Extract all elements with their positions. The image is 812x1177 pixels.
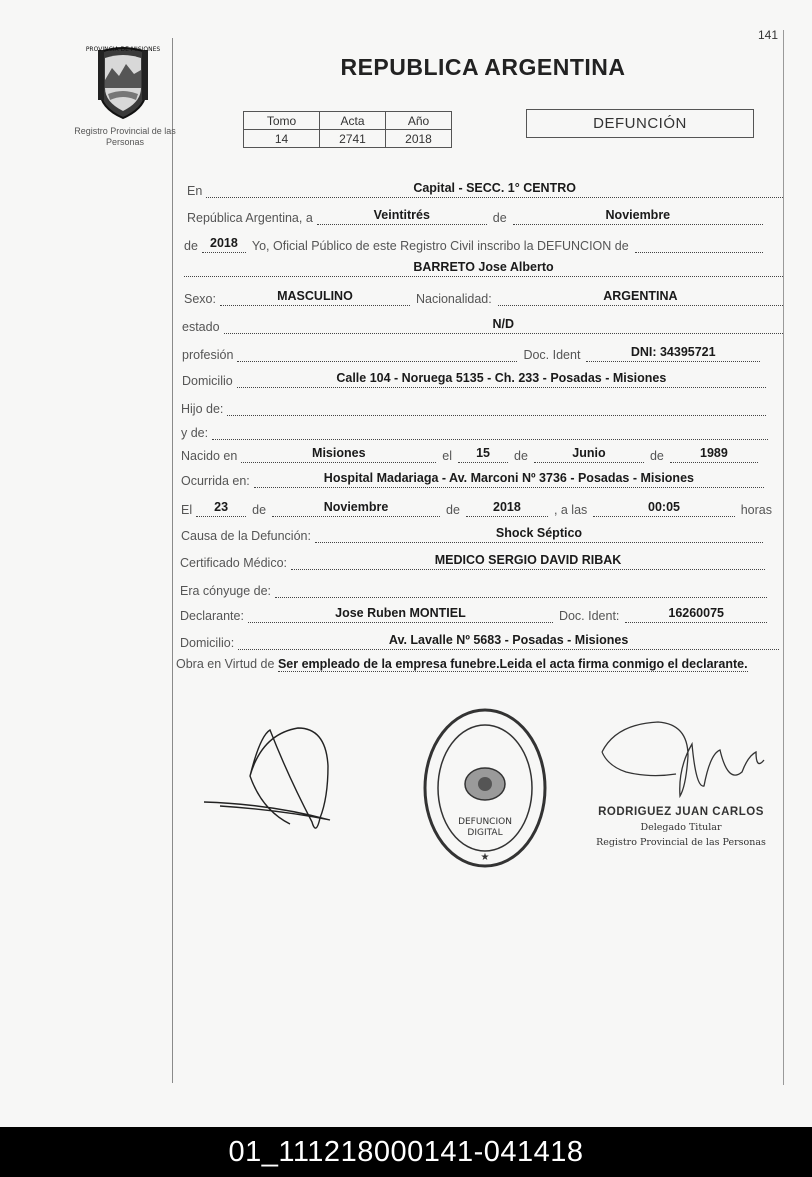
doc-label: Doc. Ident: [523, 348, 581, 362]
de-label-4: de: [252, 503, 267, 517]
logo-text: PROVINCIA DE MISIONES: [85, 46, 161, 53]
anio-header: Año: [386, 112, 452, 130]
acta-value: 2741: [320, 130, 386, 148]
inscribo-text: Yo, Oficial Público de este Registro Civil inscribo la DEFUNCION de: [251, 239, 629, 253]
sexo-field: MASCULINO: [220, 287, 410, 306]
row-hijo: [181, 394, 766, 416]
province-coat-of-arms-logo: [85, 42, 161, 120]
declarante-field: Jose Ruben MONTIEL: [248, 604, 553, 623]
de-label-5: de: [446, 503, 460, 517]
el-label-2: El: [181, 503, 193, 517]
certificado-label: Certificado Médico:: [180, 556, 287, 570]
domicilio-label: Domicilio: [182, 374, 233, 388]
hijo-label: Hijo de:: [181, 402, 224, 416]
el-label: el: [442, 449, 453, 463]
record-type-box: DEFUNCIÓN: [526, 109, 754, 138]
republica-label: República Argentina, a: [187, 211, 313, 225]
hijo-field: [227, 397, 766, 416]
row-yde: [181, 418, 768, 440]
officer-name: RODRIGUEZ JUAN CARLOS: [598, 806, 764, 818]
registry-seal: [420, 706, 550, 871]
certificado-field: MEDICO SERGIO DAVID RIBAK: [291, 551, 765, 570]
officer-title: Delegado Titular: [640, 822, 722, 833]
de-label: de: [492, 211, 507, 225]
obra-label: Obra en Virtud de: [176, 657, 275, 671]
row-declarante: [180, 601, 767, 623]
yde-field: [212, 421, 768, 440]
record-value-row: [244, 130, 452, 148]
horas-label: horas: [740, 503, 772, 517]
fecha-mes-field: Noviembre: [272, 498, 440, 517]
row-sexo-nacionalidad: [184, 284, 783, 306]
declarante-doc-field: 16260075: [625, 604, 767, 623]
record-reference-table: [243, 111, 452, 148]
svg-text:DEFUNCION: DEFUNCION: [458, 817, 512, 827]
fecha-dia-field: 23: [196, 498, 246, 517]
svg-text:DIGITAL: DIGITAL: [467, 828, 503, 838]
tomo-header: Tomo: [244, 112, 320, 130]
anio-value: 2018: [386, 130, 452, 148]
year-prefix-label: de: [184, 239, 198, 253]
month-field: Noviembre: [513, 206, 763, 225]
declarant-signature: [200, 718, 350, 848]
estado-label: estado: [182, 320, 220, 334]
yde-label: y de:: [181, 426, 209, 440]
sexo-label: Sexo:: [184, 292, 216, 306]
conyuge-field: [275, 579, 767, 598]
row-conyuge: [180, 576, 767, 598]
fecha-anio-field: 2018: [466, 498, 548, 517]
obra-text: Ser empleado de la empresa funebre.Leida el acta firma conmigo el declarante.: [277, 657, 748, 671]
nacionalidad-label: Nacionalidad:: [415, 292, 492, 306]
profesion-label: profesión: [182, 348, 234, 362]
tomo-value: 14: [244, 130, 320, 148]
document-title: REPUBLICA ARGENTINA: [340, 54, 626, 80]
row-nacido: [181, 441, 758, 463]
en-label: En: [187, 184, 203, 198]
row-estado: [182, 312, 783, 334]
left-margin-line: [172, 38, 173, 1083]
registry-caption: Registro Provincial de las Personas: [74, 126, 176, 147]
row-date-words: [187, 203, 763, 225]
acta-header: Acta: [320, 112, 386, 130]
domicilio-field: Calle 104 - Noruega 5135 - Ch. 233 - Posadas - Misiones: [237, 369, 766, 388]
row-inscribo: [184, 231, 763, 253]
nacionalidad-field: ARGENTINA: [498, 287, 783, 306]
conyuge-label: Era cónyuge de:: [180, 584, 272, 598]
causa-label: Causa de la Defunción:: [181, 529, 311, 543]
place-field: Capital - SECC. 1° CENTRO: [206, 179, 783, 198]
domicilio-label-2: Domicilio:: [180, 636, 235, 650]
svg-text:★: ★: [480, 852, 490, 863]
row-domicilio: [182, 366, 766, 388]
row-declarante-domicilio: [180, 628, 779, 650]
obra-en-virtud-paragraph: [176, 655, 780, 674]
row-deceased-name: [184, 255, 783, 277]
ocurrida-field: Hospital Madariaga - Av. Marconi Nº 3736 - Posadas - Misiones: [254, 469, 764, 488]
ocurrida-label: Ocurrida en:: [181, 474, 250, 488]
row-en: [187, 176, 783, 198]
de-label-3: de: [649, 449, 664, 463]
inscribo-trailing-field: [635, 234, 763, 253]
day-words-field: Veintitrés: [317, 206, 487, 225]
doc-label-2: Doc. Ident:: [558, 609, 620, 623]
row-certificado: [180, 548, 765, 570]
row-profesion-doc: [182, 340, 760, 362]
year-field: 2018: [202, 234, 246, 253]
row-fecha-hora: [181, 495, 772, 517]
estado-field: N/D: [224, 315, 783, 334]
record-header-row: [244, 112, 452, 130]
officer-office: Registro Provincial de las Personas: [596, 837, 766, 848]
row-causa: [181, 521, 763, 543]
document-id-footer: 01_111218000141-041418: [0, 1127, 812, 1177]
hora-field: 00:05: [593, 498, 734, 517]
page-number: 141: [758, 28, 779, 42]
right-margin-line: [783, 30, 784, 1085]
profesion-field: [237, 343, 517, 362]
nacido-lugar-field: Misiones: [241, 444, 436, 463]
alas-label: , a las: [553, 503, 588, 517]
declarante-domicilio-field: Av. Lavalle Nº 5683 - Posadas - Misiones: [238, 631, 779, 650]
officer-signature: [596, 716, 776, 806]
nacido-mes-field: Junio: [534, 444, 644, 463]
declarante-label: Declarante:: [180, 609, 244, 623]
causa-field: Shock Séptico: [315, 524, 763, 543]
de-label-2: de: [514, 449, 528, 463]
nacido-label: Nacido en: [181, 449, 238, 463]
nacido-anio-field: 1989: [670, 444, 758, 463]
nacido-dia-field: 15: [458, 444, 508, 463]
doc-field: DNI: 34395721: [586, 343, 760, 362]
row-ocurrida: [181, 466, 764, 488]
deceased-name-field: BARRETO Jose Alberto: [184, 258, 783, 277]
